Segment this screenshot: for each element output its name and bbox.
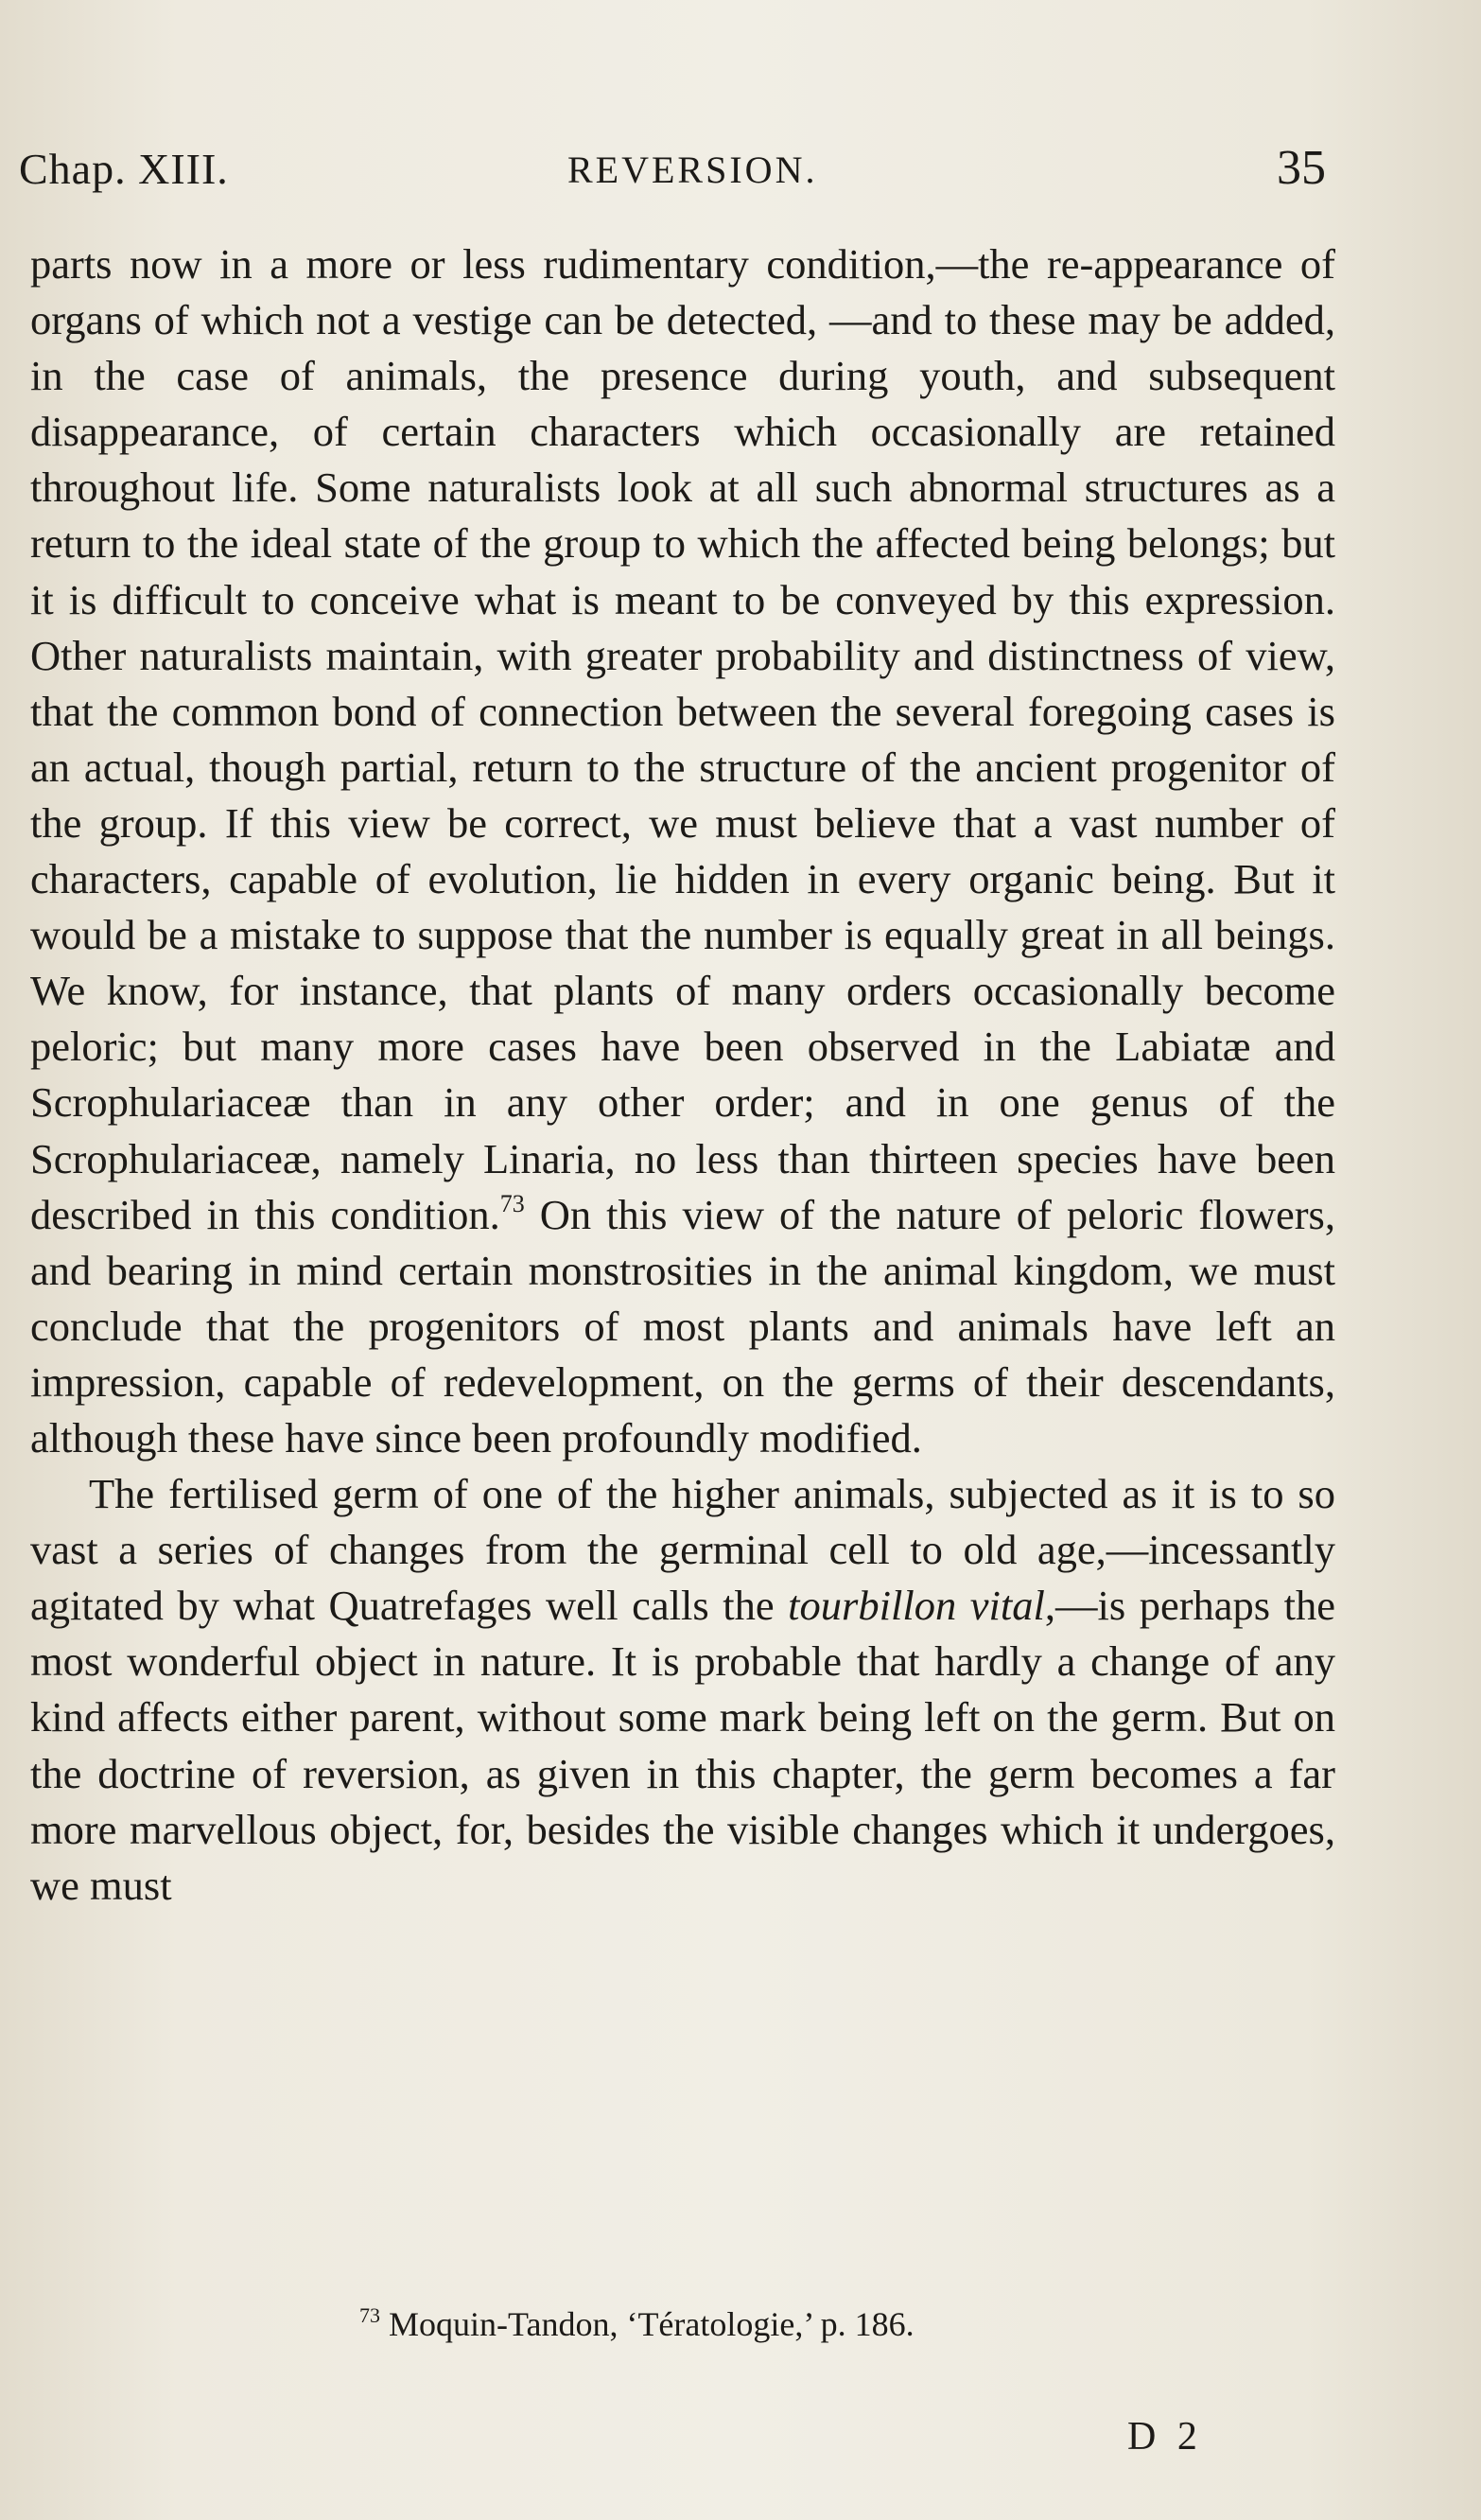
footnote xyxy=(359,2304,915,2344)
paragraph xyxy=(30,236,1335,1466)
running-head xyxy=(19,140,1330,206)
footnote-reference: 73 xyxy=(499,1189,525,1217)
paragraph xyxy=(30,1466,1335,1914)
chapter-label: Chap. XIII. xyxy=(19,145,229,193)
paragraph-text: ,—is perhaps the most wonderful object in nature. It is probable that hardly a change of any kind affects either parent, without some mark being left on the germ. But on the doctrine of reversion, as given in this chapter, the germ becomes a far more marvellous object, for, besides the visible changes which it undergoes, we must xyxy=(30,1582,1335,1909)
footnote-text: Moquin-Tandon, ‘Tératologie,’ p. 186. xyxy=(380,2305,915,2343)
signature-mark: D 2 xyxy=(1127,2415,1203,2459)
paragraph-text: The fertilised germ of one of the higher animals, subjected as it is to so vast a series of changes from the germinal cell to old age,—incessantly agitated by what Quatrefages well calls the xyxy=(30,1470,1335,1630)
paragraph-text: parts now in a more or less rudimentary condition,—the re-appearance of organs of which not a vestige can be detected, —and to these may be added, in the case of animals, the presence during youth, and subsequent disappearance, of certain characters which occasionally are retained throughout life. Some naturalists look at all such abnormal structures as a return to the ideal state of the group to which the affected being belongs; but it is difficult to conceive what is meant to be conveyed by this expression. Other naturalists maintain, with greater probability and distinctness of view, that the common bond of connection between the several foregoing cases is an actual, though partial, return to the structure of the ancient progenitor of the group. If this view be correct, we must believe that a vast number of characters, capable of evolution, lie hidden in every organic being. But it would be a mistake to suppose that the number is equally great in all beings. We know, for instance, that plants of many orders occasionally become peloric; but many more cases have been observed in the Labiatæ and Scrophulariaceæ than in any other order; and in one genus of the Scrophulariaceæ, namely Linaria, no less than thirteen species have been described in this condition. xyxy=(30,240,1335,1238)
paragraph-text: On this view of the nature of peloric flowers, and bearing in mind certain monstrosities in the animal kingdom, we must conclude that the progenitors of most plants and animals have left an impression, capable of redevelopment, on the germs of their descendants, although these have since been profoundly modified. xyxy=(30,1190,1335,1461)
footnote-marker: 73 xyxy=(359,2303,380,2327)
page-number: 35 xyxy=(1277,141,1326,195)
body-text xyxy=(30,236,1335,1914)
running-title: REVERSION. xyxy=(567,149,818,191)
italic-phrase: tourbillon vital xyxy=(788,1582,1045,1630)
